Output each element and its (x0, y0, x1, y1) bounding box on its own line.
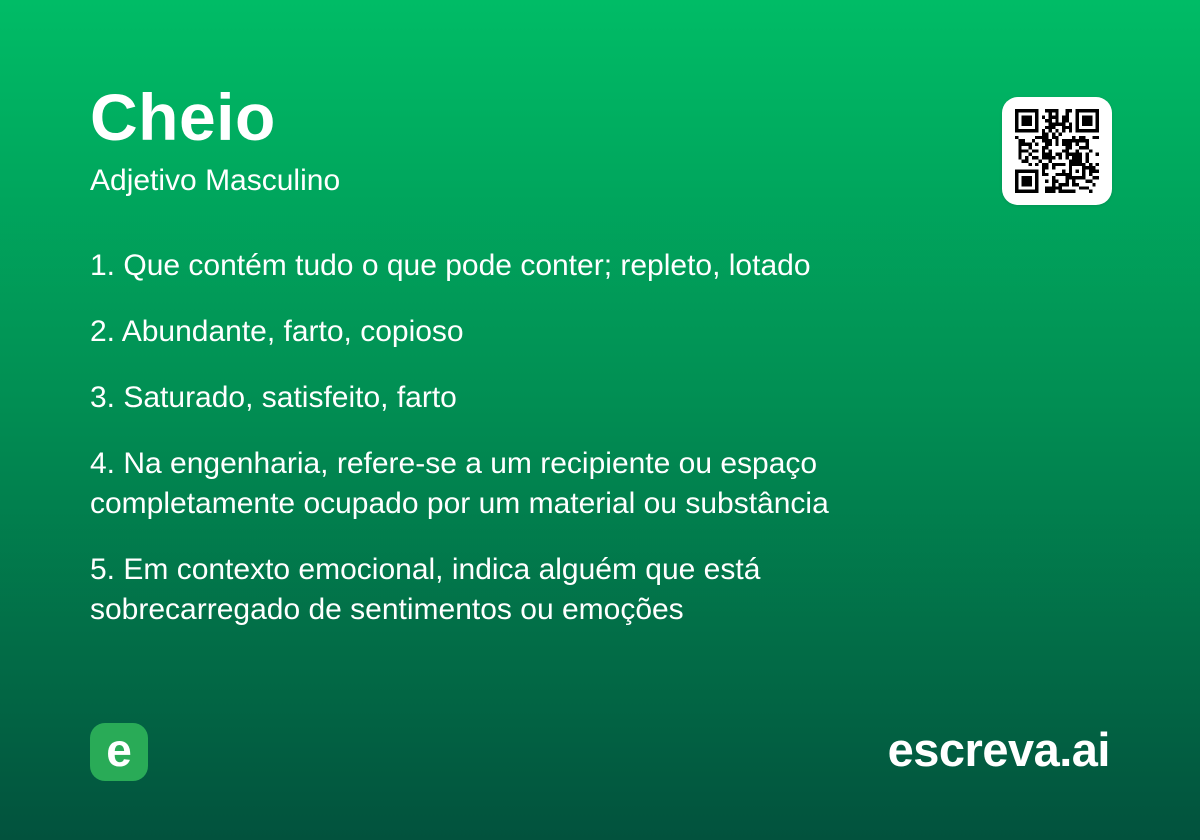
brand-logo (90, 723, 148, 781)
definition-item-1: 1. Que contém tudo o que pode conter; repleto, lotado (90, 249, 811, 282)
qr-code (1002, 97, 1112, 205)
word-title: Cheio (90, 80, 276, 154)
definition-item-5: 5. Em contexto emocional, indica alguém que está sobrecarregado de sentimentos ou emoções (90, 553, 761, 626)
definitions-list (90, 246, 970, 656)
brand-name: escreva.ai (887, 723, 1110, 776)
definition-item-4: 4. Na engenharia, refere-se a um recipiente ou espaço completamente ocupado por um material ou substância (90, 447, 829, 520)
card-header (90, 80, 341, 198)
definition-item-3: 3. Saturado, satisfeito, farto (90, 381, 457, 414)
brand-logo-letter: e (106, 724, 132, 776)
qr-code-pattern (1015, 109, 1099, 193)
part-of-speech-label: Adjetivo Masculino (90, 164, 341, 197)
definition-item-2: 2. Abundante, farto, copioso (90, 315, 464, 348)
